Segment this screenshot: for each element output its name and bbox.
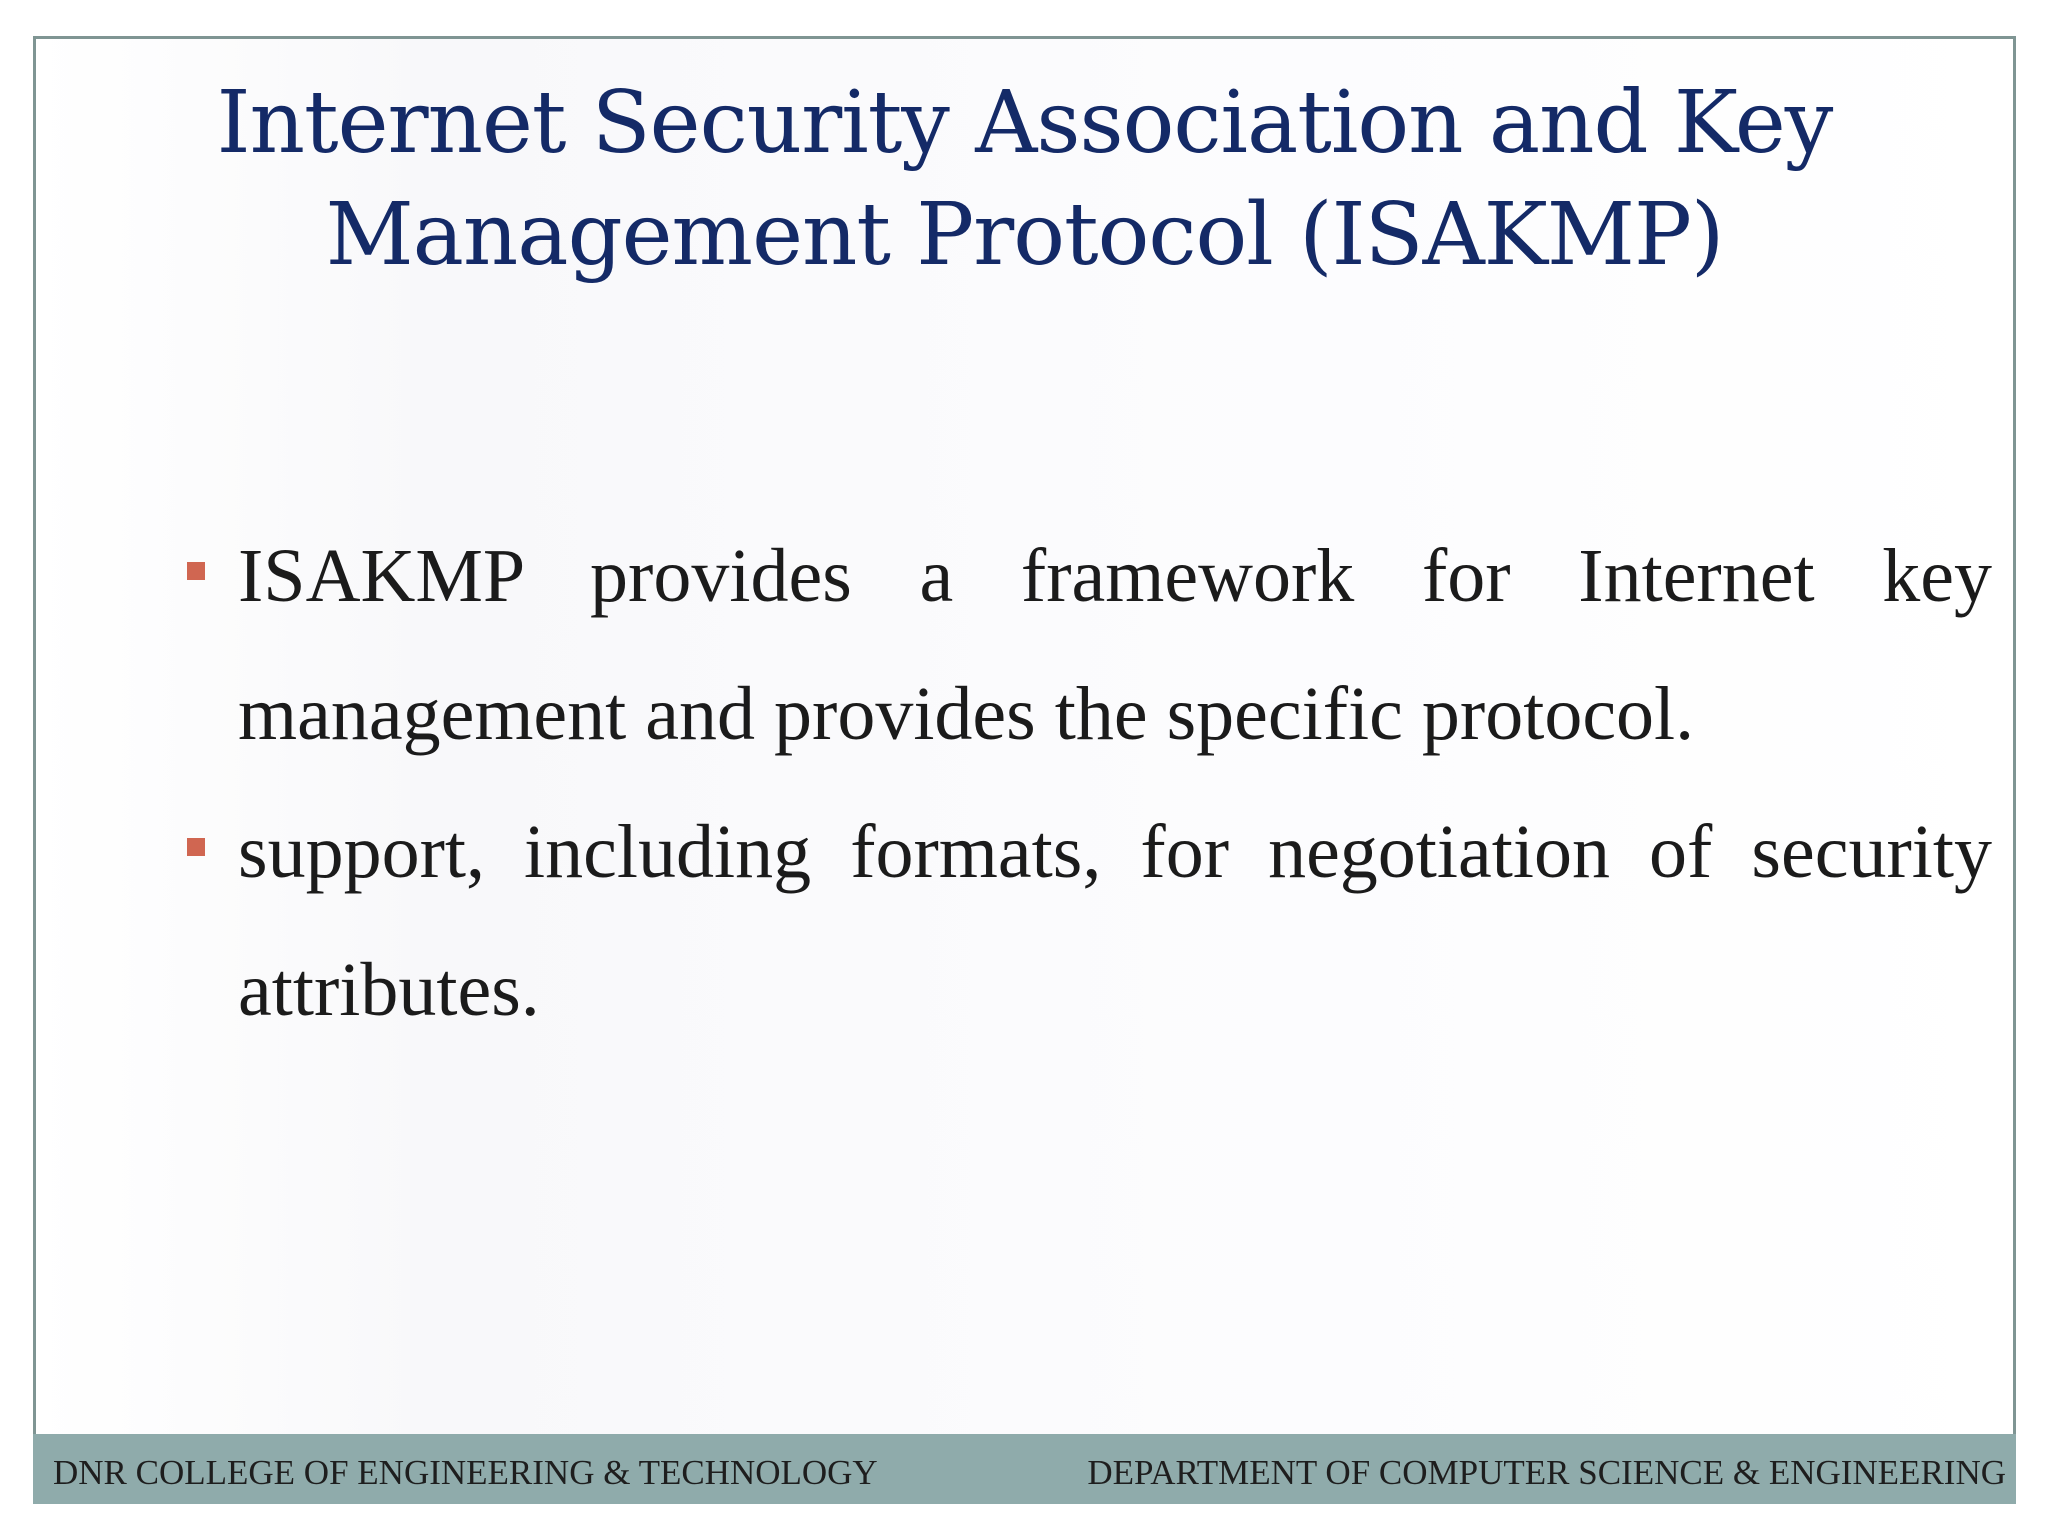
- footer-department-name: DEPARTMENT OF COMPUTER SCIENCE & ENGINEERING: [1087, 1453, 2006, 1492]
- square-bullet-icon: [187, 838, 205, 856]
- footer-bar: [33, 1434, 2016, 1504]
- bullet-text: ISAKMP provides a framework for Internet key management and provides the specific protocol.: [238, 534, 1992, 756]
- bullet-text: support, including formats, for negotiation of security attributes.: [238, 810, 1992, 1032]
- bullet-item: [178, 507, 1992, 783]
- slide-title-line-1: Internet Security Association and Key: [216, 73, 1833, 173]
- bullet-list: [178, 507, 1992, 1059]
- footer-college-name: DNR COLLEGE OF ENGINEERING & TECHNOLOGY: [53, 1453, 878, 1492]
- square-bullet-icon: [187, 562, 205, 580]
- slide: [33, 36, 2016, 1504]
- bullet-item: [178, 783, 1992, 1059]
- slide-title: [36, 67, 2013, 291]
- slide-title-line-2: Management Protocol (ISAKMP): [325, 185, 1724, 285]
